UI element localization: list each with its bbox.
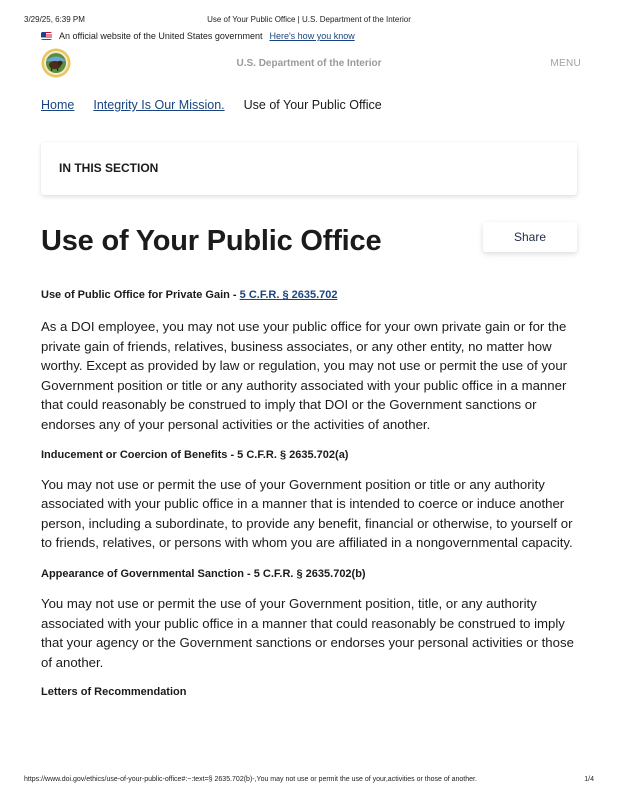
- us-flag-icon: [41, 32, 52, 40]
- section-heading: Appearance of Governmental Sanction - 5 C.F.R. § 2635.702(b): [41, 567, 366, 580]
- page-title: Use of Your Public Office: [41, 225, 382, 257]
- gov-banner: [41, 31, 355, 41]
- print-date: 3/29/25, 6:39 PM: [24, 15, 85, 24]
- in-this-section-accordion[interactable]: [41, 142, 577, 195]
- print-url: https://www.doi.gov/ethics/use-of-your-public-office#:~:text=§ 2635.702(b)-,You may not use or permit the use of your,activities or those of another.: [24, 776, 477, 783]
- print-page-number: 1/4: [584, 776, 594, 783]
- section-heading: Letters of Recommendation: [41, 686, 187, 699]
- site-title[interactable]: U.S. Department of the Interior: [236, 58, 382, 69]
- breadcrumb-current: Use of Your Public Office: [243, 98, 382, 112]
- print-document-title: Use of Your Public Office | U.S. Department of the Interior: [207, 15, 411, 24]
- menu-button[interactable]: MENU: [550, 58, 581, 69]
- heres-how-you-know-link[interactable]: Here's how you know: [269, 31, 355, 41]
- in-this-section-label: IN THIS SECTION: [59, 161, 159, 175]
- breadcrumb-home[interactable]: Home: [41, 98, 75, 112]
- section-heading: [41, 287, 581, 303]
- section-heading-text: Use of Public Office for Private Gain -: [41, 289, 240, 301]
- section-body: You may not use or permit the use of your Government position, title, or any authority associated with your public office in a manner that could reasonably be construed to imply that your agency or the Government sanctions or endorses your personal activities or those of another.: [41, 595, 574, 670]
- section-heading: Inducement or Coercion of Benefits - 5 C.F.R. § 2635.702(a): [41, 448, 349, 461]
- section-body: You may not use or permit the use of your Government position or title or any authority associated with your public office in a manner that is intended to coerce or induce another person, including a subordinate, to provide any benefit, financial or otherwise, to yourself or to friends, relatives, or persons with whom you are affiliated in a nongovernmental capacity.: [41, 476, 573, 551]
- share-button[interactable]: Share: [483, 222, 577, 252]
- cfr-2635-702-link[interactable]: 5 C.F.R. § 2635.702: [239, 289, 338, 301]
- breadcrumb: [41, 98, 382, 112]
- section-body: As a DOI employee, you may not use your public office for your own private gain or for the private gain of friends, relatives, business associates, or any other entity, no matter how worthy. Except as provided by law or regulation, you may not use or permit the use of your Government position or title or any authority associated with your public office in a manner that could reasonably be construed to imply that DOI or the Government sanctions or endorses any of your personal activities or the activities of another.: [41, 319, 568, 432]
- main-content: [41, 287, 581, 700]
- breadcrumb-integrity[interactable]: Integrity Is Our Mission.: [93, 98, 225, 112]
- gov-banner-text: An official website of the United States government: [59, 31, 263, 41]
